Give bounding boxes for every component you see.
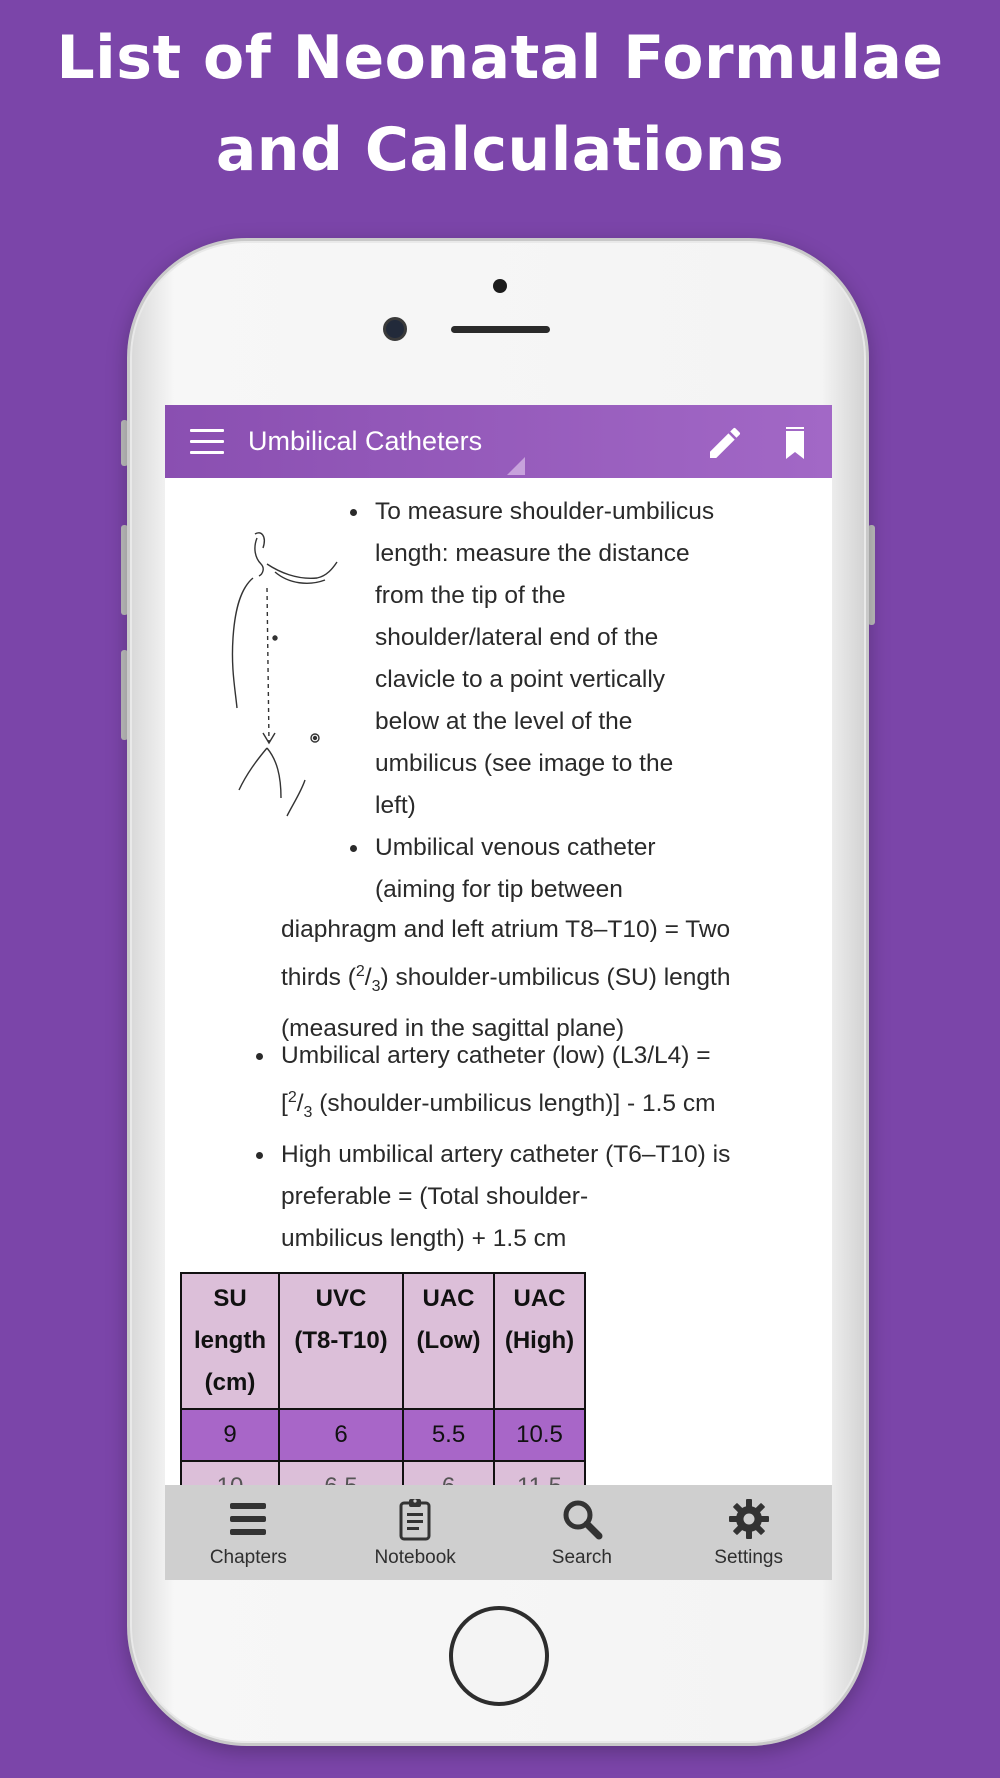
list-icon xyxy=(226,1497,270,1541)
text-line: preferable = (Total shoulder- xyxy=(281,1183,589,1211)
nav-search[interactable] xyxy=(499,1485,666,1580)
text-line: umbilicus (see image to the xyxy=(375,750,674,777)
list-item xyxy=(281,1035,801,1134)
text-line: shoulder/lateral end of the xyxy=(375,624,659,651)
text-line: thirds $(^2/_3)$ shoulder-umbilicus (SU) length xyxy=(281,963,731,996)
nav-chapters[interactable] xyxy=(165,1485,332,1580)
hamburger-icon[interactable] xyxy=(190,429,224,455)
promo-title-line-2: and Calculations xyxy=(215,115,785,185)
text-line: clavicle to a point vertically xyxy=(375,666,666,693)
text-line: (measured in the sagittal plane) xyxy=(281,1015,625,1043)
table-cell: 6 xyxy=(279,1409,403,1461)
nav-label: Chapters xyxy=(209,1547,287,1568)
proximity-sensor xyxy=(493,279,507,293)
chapter-content xyxy=(165,478,832,1485)
shoulder-umbilicus-sketch xyxy=(217,528,347,828)
power-button xyxy=(868,525,875,625)
app-bar xyxy=(165,405,832,478)
search-icon xyxy=(560,1497,604,1541)
table-cell: 9 xyxy=(181,1409,279,1461)
clipboard-icon xyxy=(393,1497,437,1541)
nav-label: Search xyxy=(551,1547,612,1568)
page-title: Umbilical Catheters xyxy=(248,426,483,456)
text-line: (aiming for tip between xyxy=(375,876,623,903)
nav-label: Notebook xyxy=(374,1547,456,1568)
list-item xyxy=(375,827,815,911)
nav-label: Settings xyxy=(714,1547,783,1568)
promo-title xyxy=(0,12,1000,196)
list-item xyxy=(375,491,815,827)
text-line: from the tip of the xyxy=(375,582,566,609)
front-camera xyxy=(383,317,407,341)
text-line: Umbilical artery catheter (low) (L3/L4) = xyxy=(281,1042,711,1069)
text-line: To measure shoulder-umbilicus xyxy=(375,498,715,525)
earpiece-speaker xyxy=(451,326,550,333)
bullet-list-top xyxy=(375,491,815,911)
table-row xyxy=(181,1409,585,1461)
text-line: left) xyxy=(375,792,416,819)
list-item xyxy=(281,1134,801,1260)
table-cell: 10.5 xyxy=(494,1409,585,1461)
uvc-formula-text xyxy=(281,909,801,1050)
text-line: length: measure the distance xyxy=(375,540,690,567)
pencil-icon[interactable] xyxy=(705,423,745,463)
header-uac-low: UAC (Low) xyxy=(403,1273,494,1409)
table-header-row xyxy=(181,1273,585,1409)
nav-notebook[interactable] xyxy=(332,1485,499,1580)
home-button[interactable] xyxy=(449,1606,549,1706)
promo-title-line-1: List of Neonatal Formulae xyxy=(56,23,944,93)
gear-icon xyxy=(727,1497,771,1541)
bottom-navigation xyxy=(165,1485,832,1580)
text-line: [$^2/_3$ (shoulder-umbilicus length)] - 1.5 cm xyxy=(281,1089,716,1122)
title-dropdown-indicator xyxy=(507,457,525,475)
catheter-length-table xyxy=(180,1272,586,1514)
bullet-list-bottom xyxy=(281,1035,801,1260)
header-uac-high: UAC (High) xyxy=(494,1273,585,1409)
text-line: High umbilical artery catheter (T6–T10) is xyxy=(281,1141,731,1169)
bookmark-icon[interactable] xyxy=(786,427,804,459)
text-line: Umbilical venous catheter xyxy=(375,834,656,861)
app-screen xyxy=(165,405,832,1580)
text-line: below at the level of the xyxy=(375,708,633,735)
header-uvc: UVC (T8-T10) xyxy=(279,1273,403,1409)
table-cell: 5.5 xyxy=(403,1409,494,1461)
nav-settings[interactable] xyxy=(665,1485,832,1580)
text-line: diaphragm and left atrium T8–T10) = Two xyxy=(281,916,731,943)
text-line: umbilicus length) + 1.5 cm xyxy=(281,1225,567,1253)
header-su-length: SU length (cm) xyxy=(181,1273,279,1409)
